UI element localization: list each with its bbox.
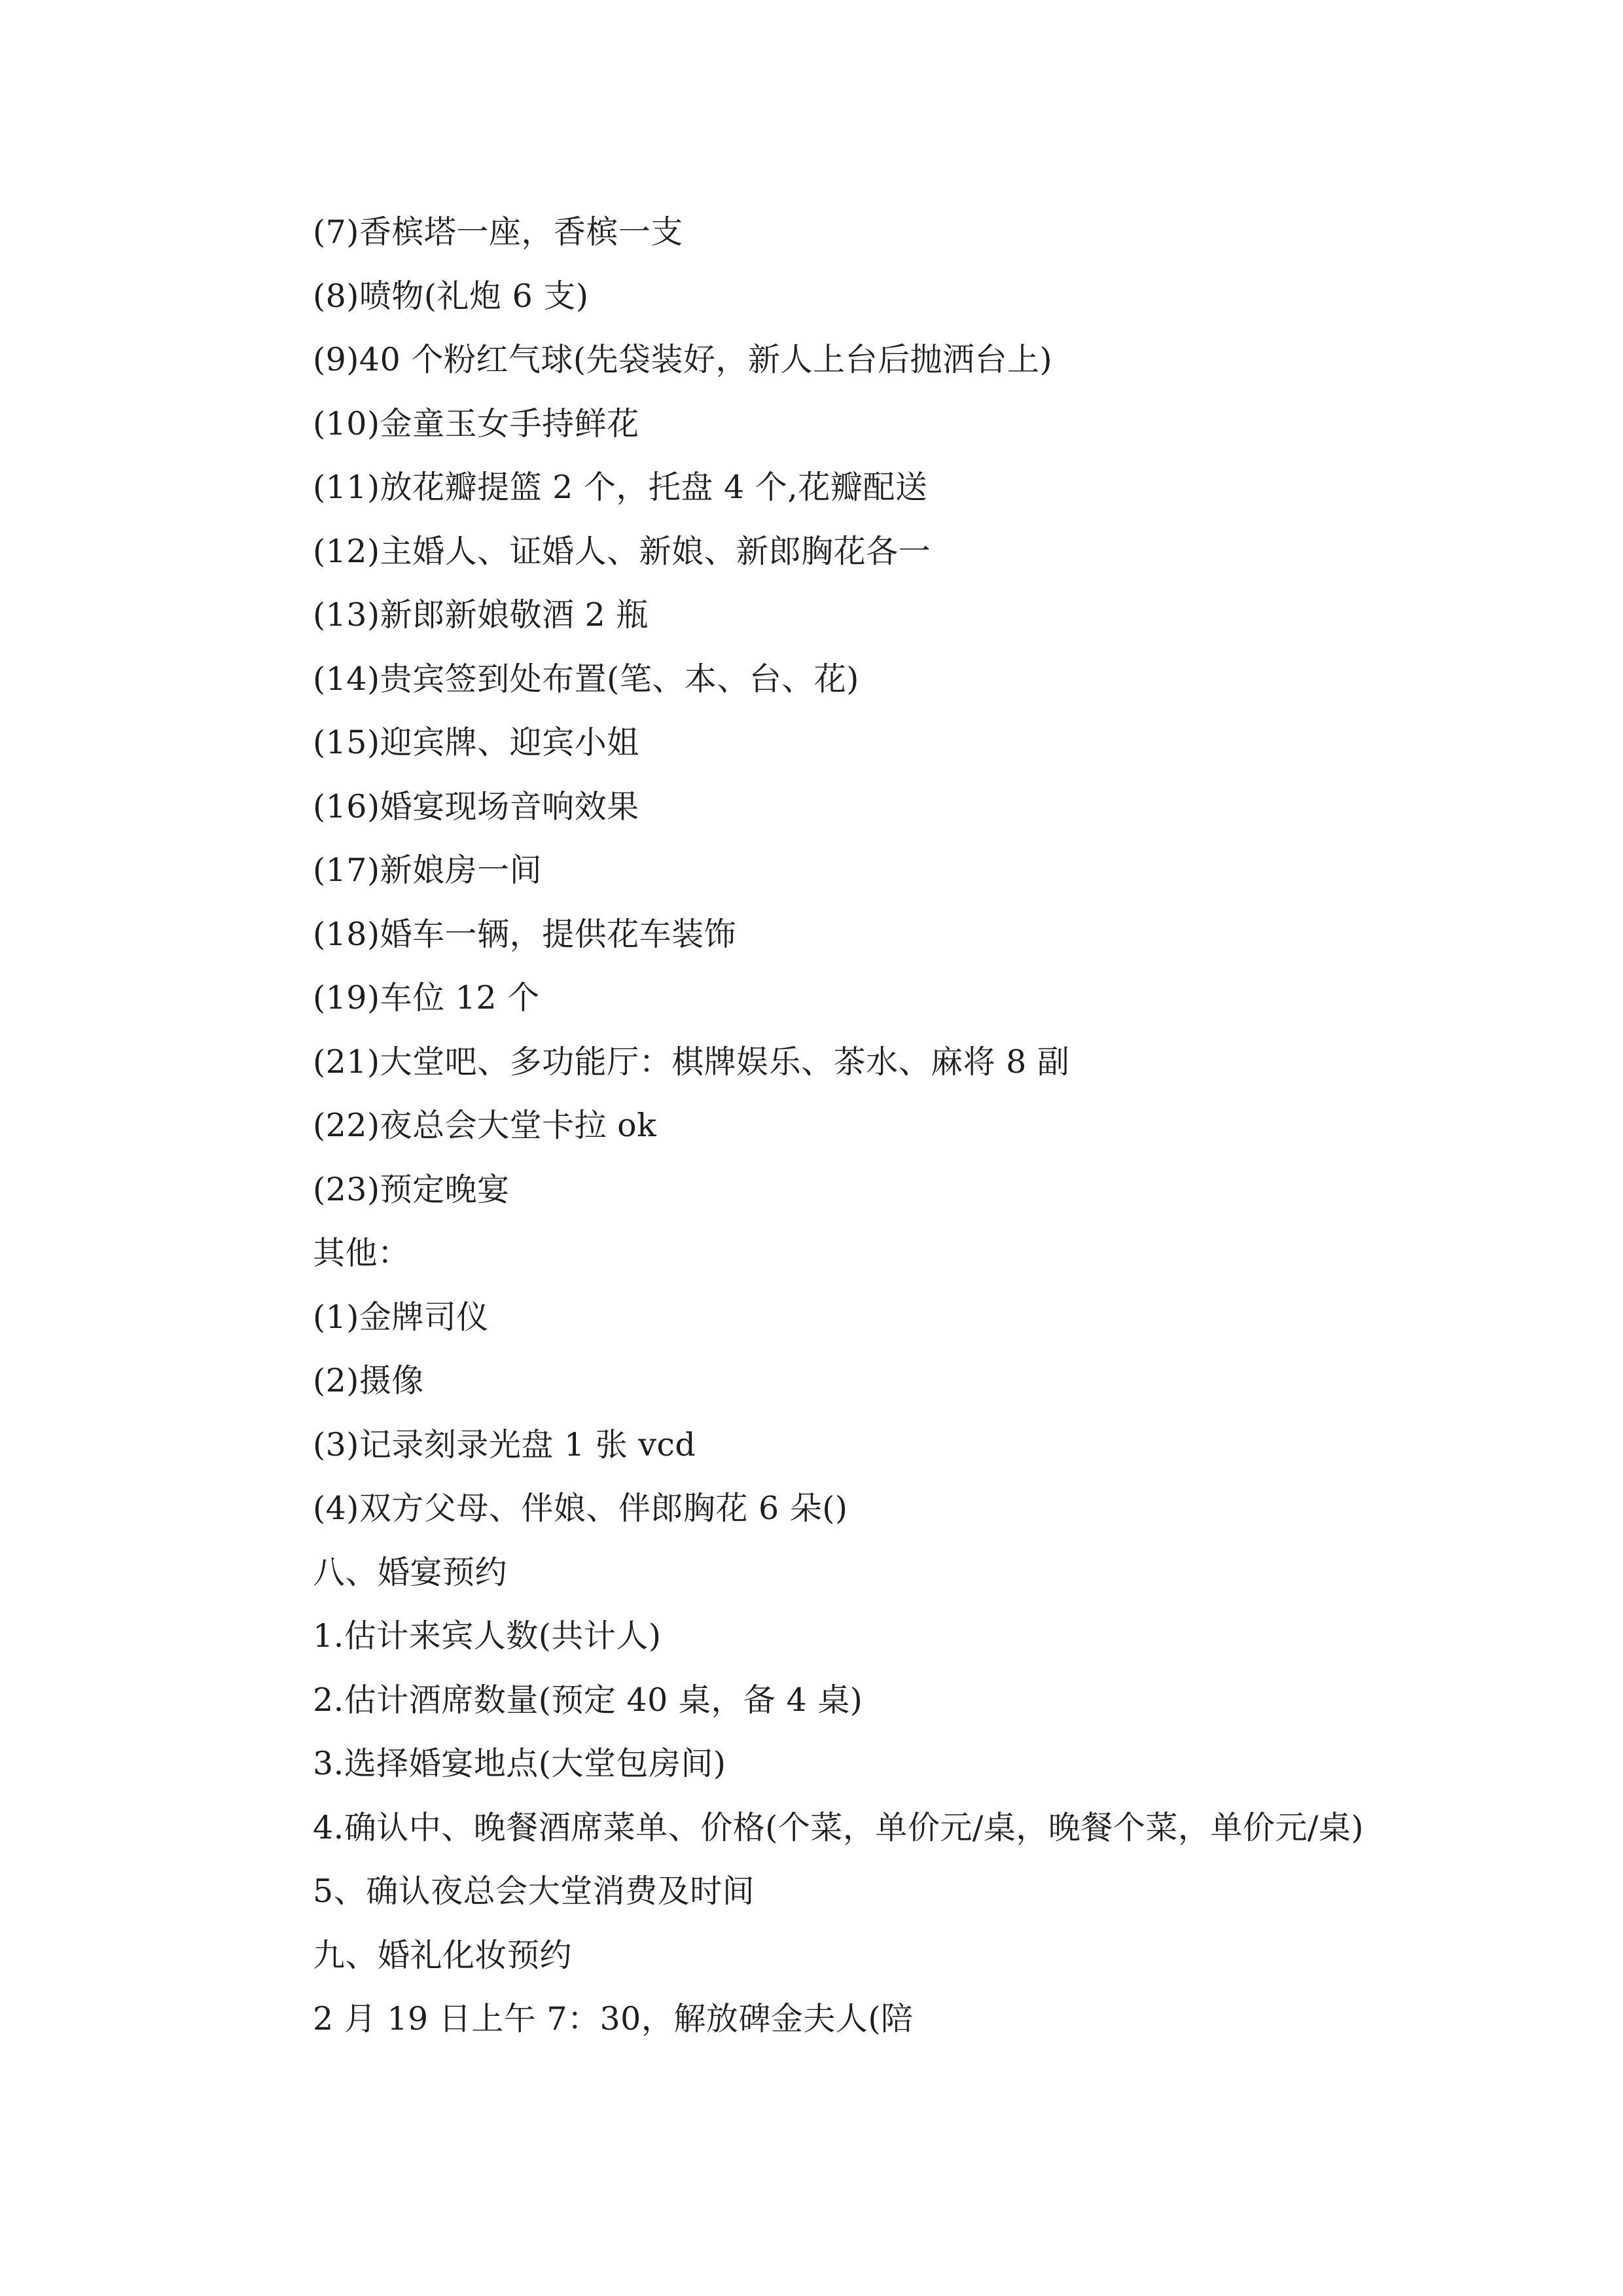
section-heading: 八、婚宴预约 xyxy=(313,1553,508,1591)
text-line: (21)大堂吧、多功能厅：棋牌娱乐、茶水、麻将 8 副 xyxy=(313,1043,1070,1081)
text-line: (3)记录刻录光盘 1 张 vcd xyxy=(313,1426,696,1463)
text-line: (18)婚车一辆，提供花车装饰 xyxy=(313,915,737,953)
text-line: (2)摄像 xyxy=(313,1362,424,1399)
text-line: 4.确认中、晚餐酒席菜单、价格(个菜，单价元/桌，晚餐个菜，单价元/桌) xyxy=(313,1808,1364,1846)
document-body xyxy=(313,200,1478,2051)
text-line: (23)预定晚宴 xyxy=(313,1170,510,1208)
text-line: (17)新娘房一间 xyxy=(313,852,543,889)
text-line: (14)贵宾签到处布置(笔、本、台、花) xyxy=(313,660,859,698)
text-line: (9)40 个粉红气球(先袋装好，新人上台后抛洒台上) xyxy=(313,341,1053,378)
text-line: (4)双方父母、伴娘、伴郎胸花 6 朵() xyxy=(313,1490,848,1527)
text-line: (11)放花瓣提篮 2 个，托盘 4 个,花瓣配送 xyxy=(313,469,928,506)
text-line: 3.选择婚宴地点(大堂包房间) xyxy=(313,1745,726,1782)
text-line: (12)主婚人、证婚人、新娘、新郎胸花各一 xyxy=(313,532,931,570)
section-heading: 其他： xyxy=(313,1234,410,1272)
text-line: (19)车位 12 个 xyxy=(313,979,540,1016)
text-line: 1.估计来宾人数(共计人) xyxy=(313,1617,662,1655)
section-heading: 九、婚礼化妆预约 xyxy=(313,1936,573,1974)
text-line: (15)迎宾牌、迎宾小姐 xyxy=(313,724,639,761)
text-line: (10)金童玉女手持鲜花 xyxy=(313,404,639,442)
text-line: 2.估计酒席数量(预定 40 桌，备 4 桌) xyxy=(313,1681,863,1719)
text-line: (13)新郎新娘敬酒 2 瓶 xyxy=(313,596,649,634)
text-line: 5、确认夜总会大堂消费及时间 xyxy=(313,1873,755,1910)
text-line: (1)金牌司仪 xyxy=(313,1298,489,1336)
text-line: (22)夜总会大堂卡拉 ok xyxy=(313,1107,657,1144)
text-line: (8)喷物(礼炮 6 支) xyxy=(313,277,589,315)
text-line: (7)香槟塔一座，香槟一支 xyxy=(313,213,683,251)
text-line: 2 月 19 日上午 7：30，解放碑金夫人(陪 xyxy=(313,2000,914,2037)
text-line: (16)婚宴现场音响效果 xyxy=(313,787,639,825)
